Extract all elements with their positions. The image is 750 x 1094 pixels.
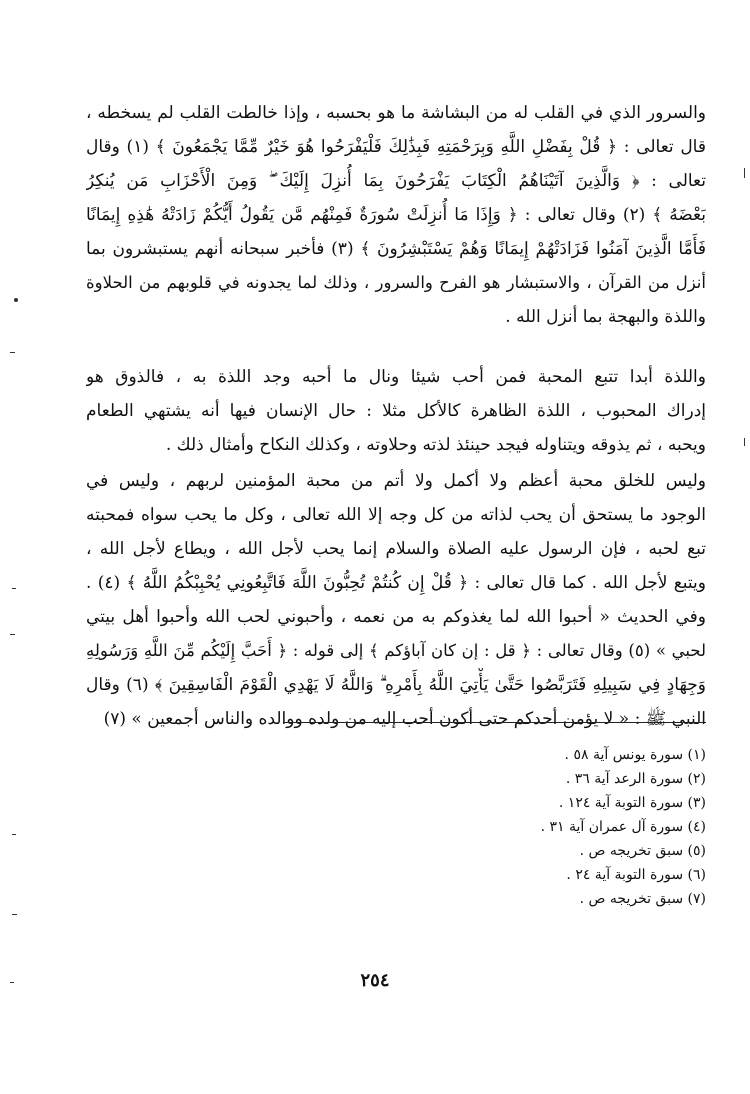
text-line: لحبي » (٥) وقال تعالى : ﴿ قل : إن كان آباؤكم ﴾ إلى قوله : ﴿ أَحَبَّ إِلَيْكُم مِّنَ اللَّهِ وَرَسُولِهِ [86, 641, 706, 660]
page-number: ٢٥٤ [360, 970, 390, 991]
footnote: (١) سورة يونس آية ٥٨ . [564, 747, 706, 763]
footnotes [300, 743, 706, 911]
text-line: ويحبه ، ثم يذوقه ويتناوله فيجد حينئذ لذته وحلاوته ، وكذلك النكاح وأمثال ذلك . [165, 435, 706, 455]
paragraph-3 [86, 464, 706, 736]
text-line: والسرور الذي في القلب له من البشاشة ما هو بحسبه ، وإذا خالطت القلب لم يسخطه ، [86, 103, 706, 123]
text-line: بَعْضَهُ ﴾ (٢) وقال تعالى : ﴿ وَإِذَا مَا أُنزِلَتْ سُورَةٌ فَمِنْهُم مَّن يَقُولُ أَيُّكُمْ زَادَتْهُ هَٰذِهِ إِيمَانًا [86, 205, 706, 225]
text-line: تبع لحبه ، فإن الرسول عليه الصلاة والسلام إنما يحب لأجل الله ، ويطاع لأجل الله ، [86, 539, 706, 559]
paragraph-2 [86, 360, 706, 462]
text-line: أنزل من القرآن ، والاستبشار هو الفرح والسرور ، وذلك لما يجدونه في قلوبهم من الحلاوة [86, 273, 706, 292]
text-line: وَجِهَادٍ فِي سَبِيلِهِ فَتَرَبَّصُوا حَتَّىٰ يَأْتِيَ اللَّهُ بِأَمْرِهِ ۗ وَاللَّهُ لَا يَهْدِي الْقَوْمَ الْفَاسِقِينَ ﴾ (٦) وقال [86, 675, 706, 695]
text-line: وفي الحديث « أحبوا الله لما يغذوكم به من نعمه ، وأحبوني لحب الله وأحبوا أهل بيتي [86, 607, 706, 627]
text-line: قال تعالى : ﴿ قُلْ بِفَضْلِ اللَّهِ وَبِرَحْمَتِهِ فَبِذَٰلِكَ فَلْيَفْرَحُوا هُوَ خَيْرٌ مِّمَّا يَجْمَعُونَ ﴾ (١) وقال [86, 137, 706, 157]
footnote: (٦) سورة التوبة آية ٢٤ . [566, 867, 706, 883]
text-line: ويتبع لأجل الله . كما قال تعالى : ﴿ قُلْ إِن كُنتُمْ تُحِبُّونَ اللَّهَ فَاتَّبِعُونِي يُحْبِبْكُمُ اللَّهُ ﴾ (٤) . [86, 573, 706, 593]
footnote: (٣) سورة التوبة آية ١٢٤ . [558, 795, 706, 811]
text-line: واللذة أبدا تتبع المحبة فمن أحب شيئا ونال ما أحبه وجد اللذة به ، فالذوق هو [86, 367, 706, 387]
scan-speck [744, 438, 745, 446]
scan-speck [12, 914, 17, 915]
text-line: تعالى : ﴿ وَالَّذِينَ آتَيْنَاهُمُ الْكِتَابَ يَفْرَحُونَ بِمَا أُنزِلَ إِلَيْكَ ۖ وَمِنَ الْأَحْزَابِ مَن يُنكِرُ [86, 171, 706, 191]
footnote: (٢) سورة الرعد آية ٣٦ . [565, 771, 706, 787]
paragraph-1 [86, 96, 706, 334]
scan-speck [10, 634, 15, 635]
text-line: فَأَمَّا الَّذِينَ آمَنُوا فَزَادَتْهُمْ إِيمَانًا وَهُمْ يَسْتَبْشِرُونَ ﴾ (٣) فأخبر سبحانه أنهم يستبشرون بما [86, 239, 706, 259]
scan-speck [12, 834, 16, 835]
scan-speck [10, 982, 14, 983]
scan-speck [14, 298, 18, 302]
footnote: (٥) سبق تخريجه ص . [579, 843, 706, 859]
text-line: إدراك المحبوب ، اللذة الظاهرة كالأكل مثلا : حال الإنسان فيها أنه يشتهي الطعام [86, 401, 706, 421]
text-line: النبي ﷺ : « لا يؤمن أحدكم حتى أكون أحب إليه من ولده ووالده والناس أجمعين » (٧) [103, 709, 706, 729]
scan-speck [12, 588, 16, 589]
scan-speck [10, 352, 15, 353]
footnote: (٧) سبق تخريجه ص . [579, 891, 706, 907]
text-line: وليس للخلق محبة أعظم ولا أكمل ولا أتم من محبة المؤمنين لربهم ، وليس في [86, 471, 706, 491]
footnote: (٤) سورة آل عمران آية ٣١ . [540, 819, 706, 835]
footnote-divider [283, 722, 706, 723]
text-line: واللذة والبهجة بما أنزل الله . [505, 307, 706, 327]
scan-speck [744, 168, 745, 178]
text-line: الوجود ما يستحق أن يحب لذاته من كل وجه إلا الله تعالى ، وكل ما يحب سواه فمحبته [86, 505, 706, 525]
